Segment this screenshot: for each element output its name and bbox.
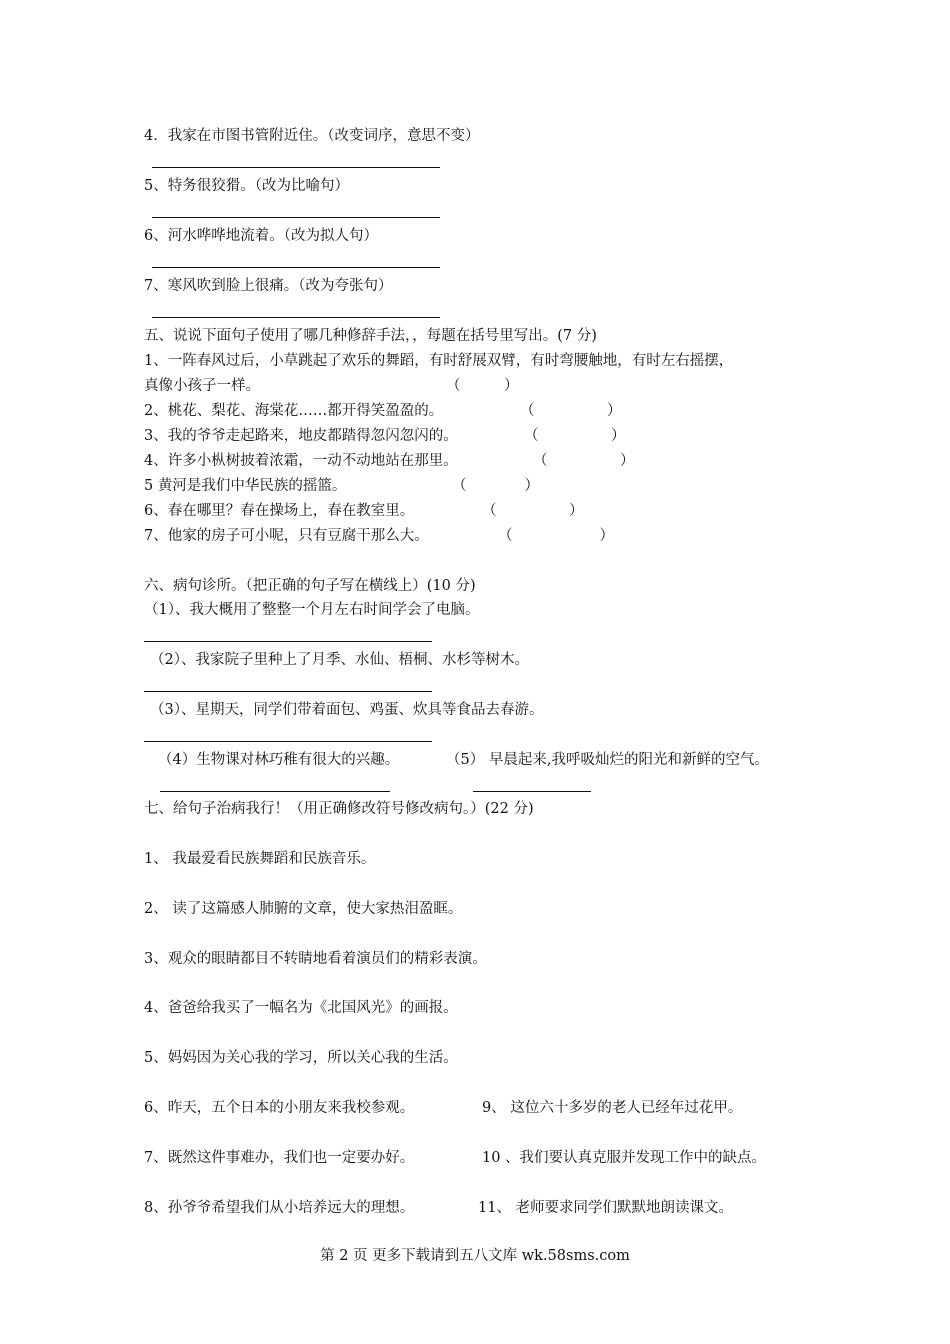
answer-line[interactable] — [152, 317, 440, 318]
rhetoric-blank-6[interactable]: （ ） — [482, 503, 584, 519]
rhetoric-item-3: 3、我的爷爷走起路来，地皮都踏得忽闪忽闪的。 — [144, 428, 458, 444]
rhetoric-item-2: 2、桃花、梨花、海棠花……都开得笑盈盈的。 — [144, 403, 444, 419]
correction-item-7: 7、既然这件事难办，我们也一定要办好。 — [144, 1150, 415, 1166]
sick-sentence-2: （2）、我家院子里种上了月季、水仙、梧桐、水杉等树木。 — [150, 652, 529, 668]
rewrite-item-6: 6、河水哗哗地流着。（改为拟人句） — [144, 228, 378, 244]
answer-line[interactable] — [144, 641, 432, 642]
answer-line[interactable] — [152, 167, 440, 168]
rhetoric-item-6: 6、春在哪里？春在操场上，春在教室里。 — [144, 503, 415, 519]
answer-line[interactable] — [144, 691, 432, 692]
rhetoric-item-4: 4、许多小枞树披着浓霜，一动不动地站在那里。 — [144, 453, 458, 469]
sick-sentence-4: （4）生物课对林巧稚有很大的兴趣。 — [158, 752, 400, 768]
rhetoric-item-1-cont: 真像小孩子一样。 — [144, 378, 260, 394]
correction-item-5: 5、妈妈因为关心我的学习，所以关心我的生活。 — [144, 1050, 458, 1066]
section5-heading: 五、说说下面句子使用了哪几种修辞手法，，每题在括号里写出。(7 分) — [144, 328, 597, 344]
sick-sentence-5: （5） 早晨起来,我呼吸灿烂的阳光和新鲜的空气。 — [446, 752, 769, 768]
rhetoric-item-5: 5 黄河是我们中华民族的摇篮。 — [144, 478, 347, 494]
sick-sentence-1: （1）、我大概用了整整一个月左右时间学会了电脑。 — [144, 602, 480, 618]
answer-line[interactable] — [144, 741, 432, 742]
answer-line[interactable] — [152, 267, 440, 268]
rhetoric-blank-5[interactable]: （ ） — [452, 478, 539, 494]
sick-sentence-3: （3）、星期天，同学们带着面包、鸡蛋、炊具等食品去春游。 — [150, 702, 544, 718]
correction-item-9: 9、 这位六十多岁的老人已经年过花甲。 — [482, 1100, 743, 1116]
answer-line[interactable] — [160, 791, 390, 792]
rhetoric-item-1: 1、一阵春风过后，小草跳起了欢乐的舞蹈，有时舒展双臂，有时弯腰触地，有时左右摇摆， — [144, 353, 734, 369]
rewrite-item-5: 5、特务很狡猾。（改为比喻句） — [144, 178, 349, 194]
rewrite-item-7: 7、寒风吹到脸上很痛。（改为夸张句） — [144, 278, 393, 294]
rhetoric-blank-1[interactable]: （ ） — [446, 378, 519, 394]
correction-item-4: 4、爸爸给我买了一幅名为《北国风光》的画报。 — [144, 1000, 458, 1016]
correction-item-1: 1、 我最爱看民族舞蹈和民族音乐。 — [144, 851, 376, 867]
correction-item-11: 11、 老师要求同学们默默地朗读课文。 — [478, 1200, 734, 1216]
correction-item-6: 6、昨天，五个日本的小朋友来我校参观。 — [144, 1100, 415, 1116]
section7-heading: 七、给句子治病我行！（用正确修改符号修改病句。）(22 分) — [144, 801, 534, 817]
rhetoric-blank-7[interactable]: （ ） — [498, 528, 614, 544]
rhetoric-item-7: 7、他家的房子可小呢，只有豆腐干那么大。 — [144, 528, 429, 544]
rhetoric-blank-3[interactable]: （ ） — [524, 428, 626, 444]
rewrite-item-4: 4．我家在市图书管附近住。（改变词序，意思不变） — [144, 128, 480, 144]
correction-item-3: 3、观众的眼睛都目不转睛地看着演员们的精彩表演。 — [144, 951, 487, 967]
section6-heading: 六、病句诊所。（把正确的句子写在横线上）(10 分) — [144, 578, 476, 594]
rhetoric-blank-4[interactable]: （ ） — [533, 453, 635, 469]
answer-line[interactable] — [152, 217, 440, 218]
correction-item-8: 8、孙爷爷希望我们从小培养远大的理想。 — [144, 1200, 415, 1216]
rhetoric-blank-2[interactable]: （ ） — [520, 403, 622, 419]
answer-line[interactable] — [473, 791, 591, 792]
correction-item-2: 2、 读了这篇感人肺腑的文章，使大家热泪盈眶。 — [144, 901, 463, 917]
page-footer: 第 2 页 更多下载请到五八文库 wk.58sms.com — [320, 1248, 630, 1264]
correction-item-10: 10 、我们要认真克服并发现工作中的缺点。 — [482, 1150, 767, 1166]
